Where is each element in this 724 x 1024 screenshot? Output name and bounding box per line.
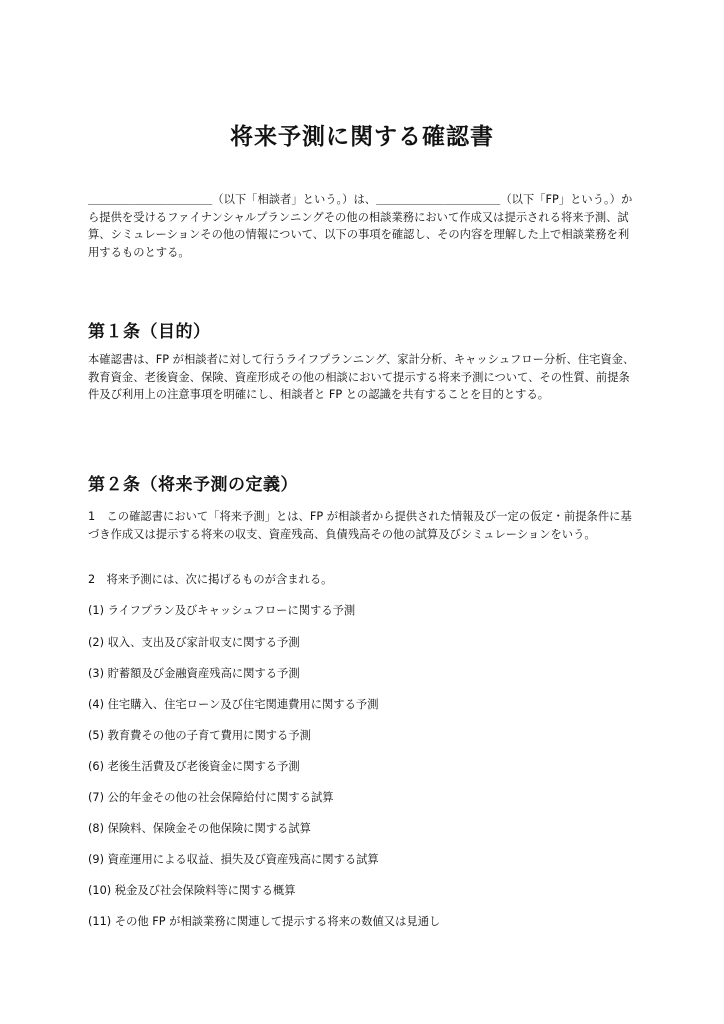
article-1-heading: 第１条（目的）	[88, 322, 211, 342]
list-item: (1) ライフプラン及びキャッシュフローに関する予測	[88, 604, 356, 617]
article-2-heading: 第２条（将来予測の定義）	[88, 475, 298, 495]
list-item: (8) 保険料、保険金その他保険に関する試算	[88, 822, 311, 835]
list-item: (7) 公的年金その他の社会保障給付に関する試算	[88, 791, 334, 804]
intro-paragraph: ＿＿＿＿＿＿＿＿＿＿＿（以下「相談者」という。）は、＿＿＿＿＿＿＿＿＿＿＿（以下「FP」という。）から提供を受けるファイナンシャルプランニングその他の相談業務において作成又は提示される将来予測、試算、シミュレーションその他の情報について、以下の事項を確認し、その内容を理解した上で相談業務を利用するものとする。	[88, 193, 633, 259]
article-2-paragraph-1: 1 この確認書において「将来予測」とは、FP が相談者から提供された情報及び一定の仮定・前提条件に基づき作成又は提示する将来の収支、資産残高、負債残高その他の試算及びシミュレーションをいう。	[88, 510, 632, 541]
list-item: (9) 資産運用による収益、損失及び資産残高に関する試算	[88, 853, 379, 866]
list-item: (6) 老後生活費及び老後資金に関する予測	[88, 760, 300, 773]
article-1-body: 本確認書は、FP が相談者に対して行うライフプランニング、家計分析、キャッシュフロー分析、住宅資金、教育資金、老後資金、保険、資産形成その他の相談において提示する将来予測について、その性質、前提条件及び利用上の注意事項を明確にし、相談者と FP との認識を共有することを目的とする。	[88, 353, 635, 402]
list-item: (3) 貯蓄額及び金融資産残高に関する予測	[88, 667, 300, 680]
list-item: (2) 収入、支出及び家計収支に関する予測	[88, 636, 300, 649]
list-item: (10) 税金及び社会保険料等に関する概算	[88, 884, 296, 897]
list-item: (5) 教育費その他の子育て費用に関する予測	[88, 729, 311, 742]
list-item: (4) 住宅購入、住宅ローン及び住宅関連費用に関する予測	[88, 698, 379, 711]
list-item: (11) その他 FP が相談業務に関連して提示する将来の数値又は見通し	[88, 915, 441, 928]
document-title: 将来予測に関する確認書	[230, 124, 494, 150]
article-2-paragraph-2: 2 将来予測には、次に掲げるものが含まれる。	[88, 573, 333, 586]
